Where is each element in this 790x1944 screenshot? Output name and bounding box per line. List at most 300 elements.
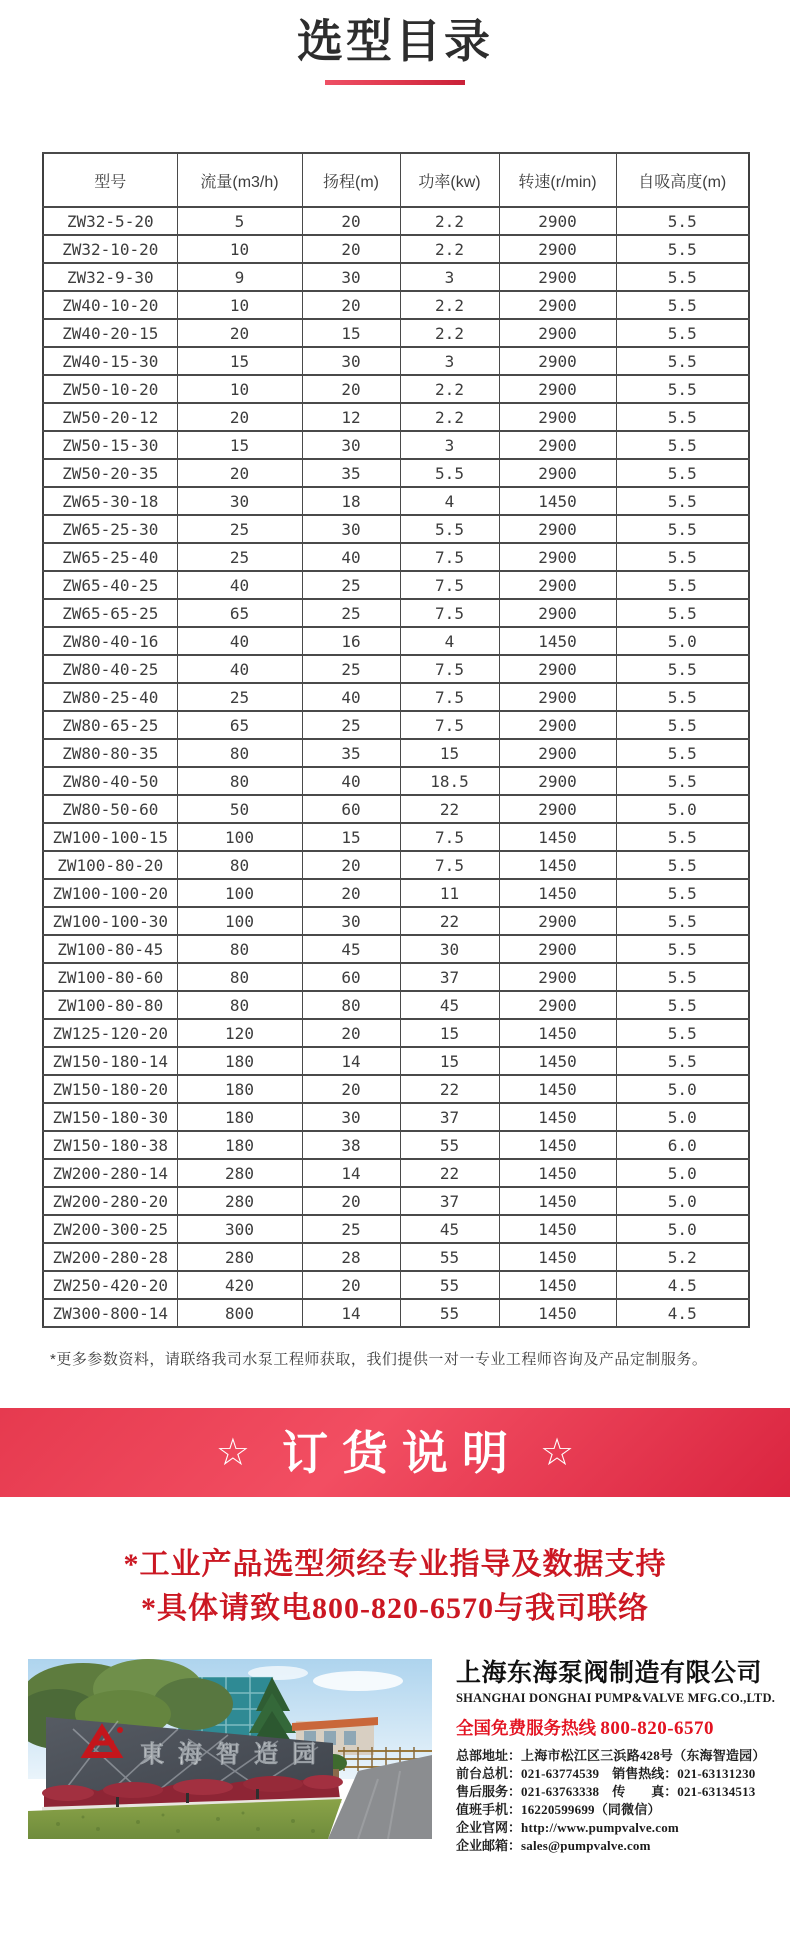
value-cell: 7.5 xyxy=(400,543,499,571)
contact-label: 前台总机： xyxy=(456,1766,522,1781)
value-cell: 55 xyxy=(400,1243,499,1271)
value-cell: 2900 xyxy=(499,991,616,1019)
value-cell: 45 xyxy=(400,991,499,1019)
value-cell: 1450 xyxy=(499,1047,616,1075)
value-cell: 5.5 xyxy=(616,879,749,907)
value-cell: 2.2 xyxy=(400,235,499,263)
value-cell: 35 xyxy=(302,739,400,767)
value-cell: 22 xyxy=(400,907,499,935)
value-cell: 80 xyxy=(177,991,302,1019)
value-cell: 420 xyxy=(177,1271,302,1299)
value-cell: 2900 xyxy=(499,347,616,375)
value-cell: 5.0 xyxy=(616,1215,749,1243)
value-cell: 2.2 xyxy=(400,403,499,431)
order-note-line: *工业产品选型须经专业指导及数据支持 xyxy=(123,1548,667,1581)
value-cell: 15 xyxy=(400,739,499,767)
value-cell: 80 xyxy=(302,991,400,1019)
value-cell: 5.0 xyxy=(616,1159,749,1187)
value-cell: 800 xyxy=(177,1299,302,1327)
value-cell: 20 xyxy=(177,403,302,431)
value-cell: 5.5 xyxy=(616,487,749,515)
factory-photo xyxy=(28,1659,432,1839)
value-cell: 5.0 xyxy=(616,795,749,823)
value-cell: 5.5 xyxy=(616,599,749,627)
contact-label: 企业邮箱： xyxy=(456,1838,522,1853)
model-cell: ZW32-9-30 xyxy=(43,263,177,291)
column-header: 型号 xyxy=(43,153,177,207)
value-cell: 60 xyxy=(302,963,400,991)
value-cell: 2900 xyxy=(499,963,616,991)
value-cell: 25 xyxy=(302,655,400,683)
table-row xyxy=(43,1243,749,1271)
model-cell: ZW150-180-14 xyxy=(43,1047,177,1075)
contact-line xyxy=(456,1747,786,1765)
value-cell: 5.5 xyxy=(616,207,749,235)
table-row xyxy=(43,1159,749,1187)
table-row xyxy=(43,515,749,543)
value-cell: 280 xyxy=(177,1159,302,1187)
model-cell: ZW50-20-35 xyxy=(43,459,177,487)
value-cell: 2900 xyxy=(499,263,616,291)
table-row xyxy=(43,431,749,459)
table-row xyxy=(43,1075,749,1103)
order-note-line: *具体请致电800-820-6570与我司联络 xyxy=(141,1592,649,1625)
value-cell: 45 xyxy=(302,935,400,963)
value-cell: 14 xyxy=(302,1047,400,1075)
value-cell: 5.5 xyxy=(616,291,749,319)
value-cell: 5.5 xyxy=(616,963,749,991)
value-cell: 5.5 xyxy=(616,515,749,543)
table-row xyxy=(43,963,749,991)
contact-value: 16220599699（同微信） xyxy=(521,1802,661,1817)
value-cell: 7.5 xyxy=(400,599,499,627)
model-cell: ZW100-80-60 xyxy=(43,963,177,991)
model-cell: ZW250-420-20 xyxy=(43,1271,177,1299)
title-block xyxy=(0,0,790,85)
value-cell: 20 xyxy=(302,1019,400,1047)
value-cell: 5.5 xyxy=(616,907,749,935)
value-cell: 5.5 xyxy=(616,935,749,963)
contact-value: 021-63774539 xyxy=(521,1766,600,1781)
value-cell: 2900 xyxy=(499,739,616,767)
value-cell: 25 xyxy=(302,711,400,739)
value-cell: 40 xyxy=(302,543,400,571)
contact-value: 021-63134513 xyxy=(677,1784,756,1799)
value-cell: 15 xyxy=(400,1047,499,1075)
value-cell: 180 xyxy=(177,1047,302,1075)
value-cell: 30 xyxy=(302,907,400,935)
value-cell: 1450 xyxy=(499,627,616,655)
value-cell: 80 xyxy=(177,739,302,767)
value-cell: 5.5 xyxy=(616,1019,749,1047)
model-cell: ZW150-180-20 xyxy=(43,1075,177,1103)
table-row xyxy=(43,823,749,851)
contact-value: http://www.pumpvalve.com xyxy=(521,1820,679,1835)
contact-details xyxy=(456,1747,786,1855)
value-cell: 3 xyxy=(400,263,499,291)
table-row xyxy=(43,711,749,739)
service-hotline xyxy=(456,1715,786,1740)
table-row xyxy=(43,1019,749,1047)
model-cell: ZW80-80-35 xyxy=(43,739,177,767)
value-cell: 12 xyxy=(302,403,400,431)
model-cell: ZW80-25-40 xyxy=(43,683,177,711)
footer xyxy=(28,1659,790,1855)
value-cell: 5.5 xyxy=(616,543,749,571)
value-cell: 80 xyxy=(177,851,302,879)
value-cell: 5.5 xyxy=(616,375,749,403)
value-cell: 25 xyxy=(302,1215,400,1243)
value-cell: 2900 xyxy=(499,571,616,599)
value-cell: 40 xyxy=(177,627,302,655)
table-row xyxy=(43,1215,749,1243)
model-cell: ZW80-65-25 xyxy=(43,711,177,739)
value-cell: 5.5 xyxy=(616,851,749,879)
value-cell: 37 xyxy=(400,1187,499,1215)
value-cell: 2900 xyxy=(499,459,616,487)
value-cell: 5.5 xyxy=(616,235,749,263)
contact-value: 上海市松江区三浜路428号（东海智造园） xyxy=(521,1748,766,1763)
value-cell: 2900 xyxy=(499,935,616,963)
contact-value: sales@pumpvalve.com xyxy=(521,1838,651,1853)
value-cell: 60 xyxy=(302,795,400,823)
value-cell: 15 xyxy=(177,431,302,459)
table-row xyxy=(43,907,749,935)
value-cell: 20 xyxy=(302,1075,400,1103)
value-cell: 2900 xyxy=(499,655,616,683)
value-cell: 5.5 xyxy=(616,319,749,347)
value-cell: 4 xyxy=(400,487,499,515)
value-cell: 7.5 xyxy=(400,851,499,879)
value-cell: 20 xyxy=(302,207,400,235)
model-cell: ZW100-80-20 xyxy=(43,851,177,879)
value-cell: 7.5 xyxy=(400,823,499,851)
table-row xyxy=(43,1187,749,1215)
hotline-number: 800-820-6570 xyxy=(600,1718,715,1739)
value-cell: 5.5 xyxy=(616,403,749,431)
table-row xyxy=(43,599,749,627)
value-cell: 280 xyxy=(177,1187,302,1215)
column-header: 流量(m3/h) xyxy=(177,153,302,207)
value-cell: 80 xyxy=(177,767,302,795)
value-cell: 16 xyxy=(302,627,400,655)
value-cell: 25 xyxy=(302,599,400,627)
value-cell: 100 xyxy=(177,823,302,851)
value-cell: 80 xyxy=(177,935,302,963)
table-row xyxy=(43,935,749,963)
value-cell: 1450 xyxy=(499,1187,616,1215)
model-cell: ZW32-10-20 xyxy=(43,235,177,263)
contact-label: 值班手机： xyxy=(456,1802,522,1817)
value-cell: 1450 xyxy=(499,1131,616,1159)
value-cell: 2900 xyxy=(499,207,616,235)
value-cell: 18.5 xyxy=(400,767,499,795)
value-cell: 2.2 xyxy=(400,319,499,347)
table-row xyxy=(43,795,749,823)
value-cell: 7.5 xyxy=(400,683,499,711)
value-cell: 5.5 xyxy=(616,459,749,487)
value-cell: 15 xyxy=(400,1019,499,1047)
table-row xyxy=(43,347,749,375)
value-cell: 2900 xyxy=(499,431,616,459)
value-cell: 100 xyxy=(177,879,302,907)
model-cell: ZW150-180-30 xyxy=(43,1103,177,1131)
table-row xyxy=(43,291,749,319)
value-cell: 22 xyxy=(400,1075,499,1103)
value-cell: 40 xyxy=(302,683,400,711)
value-cell: 2.2 xyxy=(400,291,499,319)
value-cell: 1450 xyxy=(499,1075,616,1103)
table-row xyxy=(43,739,749,767)
value-cell: 2900 xyxy=(499,711,616,739)
value-cell: 22 xyxy=(400,1159,499,1187)
selection-table xyxy=(42,152,750,1328)
value-cell: 55 xyxy=(400,1271,499,1299)
value-cell: 5.5 xyxy=(616,683,749,711)
value-cell: 3 xyxy=(400,347,499,375)
contact-line xyxy=(456,1783,786,1801)
model-cell: ZW200-280-14 xyxy=(43,1159,177,1187)
value-cell: 1450 xyxy=(499,851,616,879)
value-cell: 15 xyxy=(302,319,400,347)
value-cell: 180 xyxy=(177,1131,302,1159)
value-cell: 55 xyxy=(400,1299,499,1327)
value-cell: 5.5 xyxy=(616,767,749,795)
table-row xyxy=(43,767,749,795)
value-cell: 5.5 xyxy=(616,823,749,851)
star-icon: ☆ xyxy=(215,1431,250,1474)
model-cell: ZW125-120-20 xyxy=(43,1019,177,1047)
value-cell: 5.5 xyxy=(616,711,749,739)
contact-label: 总部地址： xyxy=(456,1748,522,1763)
value-cell: 15 xyxy=(177,347,302,375)
value-cell: 30 xyxy=(177,487,302,515)
value-cell: 65 xyxy=(177,599,302,627)
contact-label: 售后服务： xyxy=(456,1784,522,1799)
table-row xyxy=(43,655,749,683)
value-cell: 22 xyxy=(400,795,499,823)
column-header: 自吸高度(m) xyxy=(616,153,749,207)
table-head-row xyxy=(43,153,749,207)
table-row xyxy=(43,571,749,599)
order-banner-title: 订货说明 xyxy=(282,1426,522,1479)
value-cell: 25 xyxy=(177,515,302,543)
value-cell: 5.0 xyxy=(616,627,749,655)
star-icon: ☆ xyxy=(540,1431,575,1474)
value-cell: 300 xyxy=(177,1215,302,1243)
value-cell: 28 xyxy=(302,1243,400,1271)
value-cell: 40 xyxy=(302,767,400,795)
value-cell: 20 xyxy=(302,291,400,319)
value-cell: 25 xyxy=(177,683,302,711)
value-cell: 2900 xyxy=(499,515,616,543)
contact-line xyxy=(456,1765,786,1783)
value-cell: 20 xyxy=(302,235,400,263)
value-cell: 9 xyxy=(177,263,302,291)
model-cell: ZW80-50-60 xyxy=(43,795,177,823)
value-cell: 10 xyxy=(177,235,302,263)
value-cell: 25 xyxy=(302,571,400,599)
table-row xyxy=(43,879,749,907)
value-cell: 30 xyxy=(302,515,400,543)
value-cell: 5.2 xyxy=(616,1243,749,1271)
value-cell: 2900 xyxy=(499,683,616,711)
value-cell: 20 xyxy=(302,375,400,403)
model-cell: ZW65-40-25 xyxy=(43,571,177,599)
value-cell: 80 xyxy=(177,963,302,991)
value-cell: 2900 xyxy=(499,599,616,627)
value-cell: 2900 xyxy=(499,403,616,431)
value-cell: 1450 xyxy=(499,1019,616,1047)
value-cell: 40 xyxy=(177,571,302,599)
value-cell: 5.5 xyxy=(400,459,499,487)
value-cell: 5.5 xyxy=(616,431,749,459)
value-cell: 30 xyxy=(302,263,400,291)
contact-label: 企业官网： xyxy=(456,1820,522,1835)
table-row xyxy=(43,683,749,711)
value-cell: 25 xyxy=(177,543,302,571)
table-row xyxy=(43,851,749,879)
value-cell: 30 xyxy=(302,1103,400,1131)
value-cell: 280 xyxy=(177,1243,302,1271)
company-name-cn: 上海东海泵阀制造有限公司 xyxy=(456,1659,763,1687)
value-cell: 14 xyxy=(302,1159,400,1187)
table-row xyxy=(43,207,749,235)
contact-label: 传 真： xyxy=(599,1784,678,1799)
model-cell: ZW50-20-12 xyxy=(43,403,177,431)
contact-line xyxy=(456,1819,786,1837)
contact-value: 021-63131230 xyxy=(677,1766,756,1781)
value-cell: 30 xyxy=(400,935,499,963)
table-row xyxy=(43,459,749,487)
contact-value: 021-63763338 xyxy=(521,1784,600,1799)
value-cell: 1450 xyxy=(499,1215,616,1243)
value-cell: 6.0 xyxy=(616,1131,749,1159)
company-info xyxy=(456,1659,786,1855)
model-cell: ZW100-100-20 xyxy=(43,879,177,907)
page-title: 选型目录 xyxy=(297,15,493,67)
value-cell: 30 xyxy=(302,431,400,459)
table-row xyxy=(43,1271,749,1299)
company-name-en: SHANGHAI DONGHAI PUMP&VALVE MFG.CO.,LTD. xyxy=(456,1691,776,1705)
table-row xyxy=(43,1131,749,1159)
value-cell: 1450 xyxy=(499,823,616,851)
value-cell: 20 xyxy=(177,459,302,487)
value-cell: 20 xyxy=(302,879,400,907)
value-cell: 120 xyxy=(177,1019,302,1047)
value-cell: 5.5 xyxy=(400,515,499,543)
value-cell: 5 xyxy=(177,207,302,235)
contact-label: 销售热线： xyxy=(599,1766,678,1781)
title-underline xyxy=(325,80,465,85)
value-cell: 55 xyxy=(400,1131,499,1159)
order-notes xyxy=(0,1543,790,1631)
table-row xyxy=(43,627,749,655)
table-row xyxy=(43,1299,749,1327)
value-cell: 40 xyxy=(177,655,302,683)
value-cell: 37 xyxy=(400,963,499,991)
value-cell: 2900 xyxy=(499,907,616,935)
value-cell: 11 xyxy=(400,879,499,907)
model-cell: ZW100-100-15 xyxy=(43,823,177,851)
table-row xyxy=(43,991,749,1019)
value-cell: 7.5 xyxy=(400,655,499,683)
table-footnote: *更多参数资料，请联络我司水泵工程师获取，我们提供一对一专业工程师咨询及产品定制服务。 xyxy=(50,1351,708,1368)
value-cell: 5.0 xyxy=(616,1075,749,1103)
model-cell: ZW65-25-40 xyxy=(43,543,177,571)
model-cell: ZW80-40-16 xyxy=(43,627,177,655)
model-cell: ZW40-20-15 xyxy=(43,319,177,347)
table-body xyxy=(43,207,749,1327)
model-cell: ZW50-15-30 xyxy=(43,431,177,459)
value-cell: 2.2 xyxy=(400,375,499,403)
value-cell: 38 xyxy=(302,1131,400,1159)
value-cell: 1450 xyxy=(499,1159,616,1187)
hotline-label: 全国免费服务热线 xyxy=(456,1718,596,1738)
value-cell: 5.5 xyxy=(616,263,749,291)
value-cell: 50 xyxy=(177,795,302,823)
value-cell: 5.0 xyxy=(616,1103,749,1131)
model-cell: ZW65-25-30 xyxy=(43,515,177,543)
contact-line xyxy=(456,1801,786,1819)
table-row xyxy=(43,235,749,263)
model-cell: ZW40-10-20 xyxy=(43,291,177,319)
value-cell: 1450 xyxy=(499,1103,616,1131)
column-header: 功率(kw) xyxy=(400,153,499,207)
value-cell: 2900 xyxy=(499,375,616,403)
model-cell: ZW40-15-30 xyxy=(43,347,177,375)
table-row xyxy=(43,263,749,291)
value-cell: 5.5 xyxy=(616,347,749,375)
table-row xyxy=(43,543,749,571)
value-cell: 1450 xyxy=(499,1271,616,1299)
table-row xyxy=(43,375,749,403)
value-cell: 4.5 xyxy=(616,1271,749,1299)
model-cell: ZW300-800-14 xyxy=(43,1299,177,1327)
value-cell: 1450 xyxy=(499,1299,616,1327)
model-cell: ZW100-80-80 xyxy=(43,991,177,1019)
table-row xyxy=(43,1103,749,1131)
value-cell: 20 xyxy=(302,1187,400,1215)
model-cell: ZW65-65-25 xyxy=(43,599,177,627)
value-cell: 5.5 xyxy=(616,571,749,599)
table-row xyxy=(43,319,749,347)
contact-line xyxy=(456,1837,786,1855)
model-cell: ZW80-40-25 xyxy=(43,655,177,683)
value-cell: 45 xyxy=(400,1215,499,1243)
value-cell: 5.5 xyxy=(616,739,749,767)
value-cell: 3 xyxy=(400,431,499,459)
model-cell: ZW32-5-20 xyxy=(43,207,177,235)
value-cell: 15 xyxy=(302,823,400,851)
model-cell: ZW50-10-20 xyxy=(43,375,177,403)
model-cell: ZW200-300-25 xyxy=(43,1215,177,1243)
value-cell: 100 xyxy=(177,907,302,935)
model-cell: ZW100-100-30 xyxy=(43,907,177,935)
value-cell: 2.2 xyxy=(400,207,499,235)
value-cell: 14 xyxy=(302,1299,400,1327)
value-cell: 10 xyxy=(177,375,302,403)
value-cell: 20 xyxy=(302,1271,400,1299)
order-banner xyxy=(0,1408,790,1497)
model-cell: ZW200-280-20 xyxy=(43,1187,177,1215)
value-cell: 35 xyxy=(302,459,400,487)
value-cell: 7.5 xyxy=(400,711,499,739)
model-cell: ZW80-40-50 xyxy=(43,767,177,795)
model-cell: ZW100-80-45 xyxy=(43,935,177,963)
wall-caption: 東海智造园 xyxy=(140,1741,330,1768)
model-cell: ZW200-280-28 xyxy=(43,1243,177,1271)
